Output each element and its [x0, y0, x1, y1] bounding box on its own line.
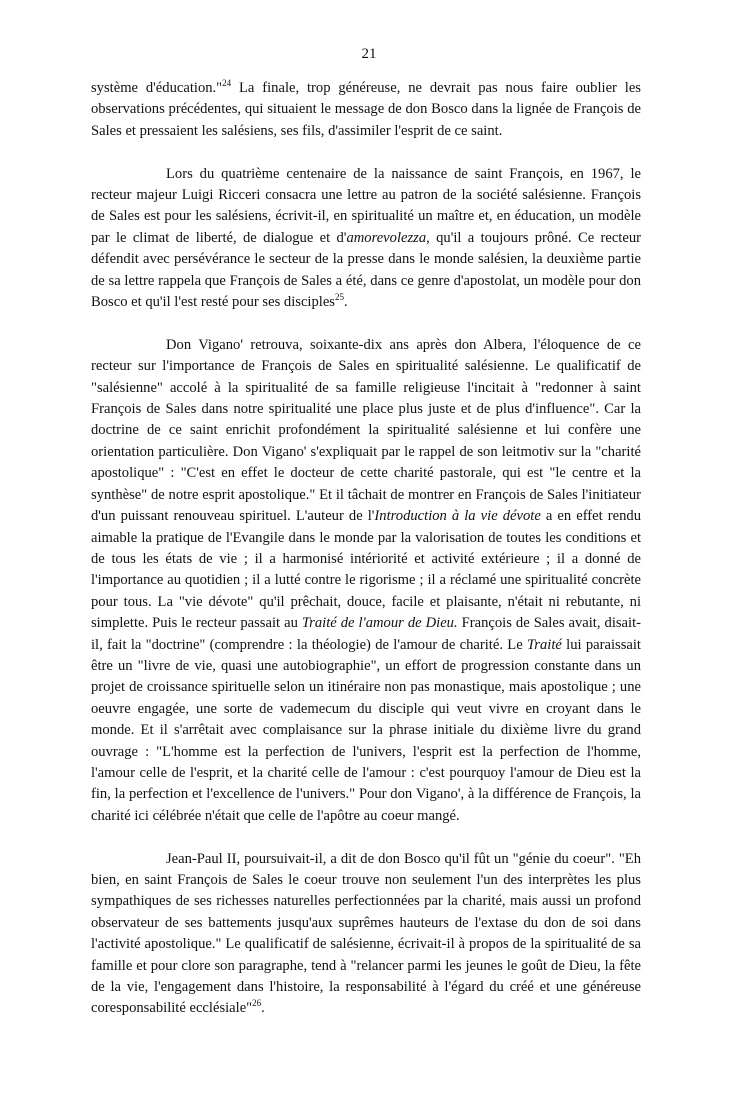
paragraph-3-text-c: François de Sales avait, disait-il, fait la "doctrine" (comprendre : la théologie) de l'amour de charité. Le — [91, 615, 641, 653]
paragraph-2-text-c: . — [344, 294, 348, 311]
footnote-ref-24: 24 — [222, 78, 232, 88]
paragraph-2-text-a: Lors du quatrième centenaire de la naissance de saint François, en 1967, le recteur majeur Luigi Ricceri consacra une lettre au patron de la société salésienne. François de Sales est pour les salésiens, écrivit-il, en spiritualité un maître et, en éducation, un modèle par le climat de liberté, de dialogue et d' — [91, 165, 641, 246]
paragraph-4-text-b: . — [261, 1000, 265, 1017]
italic-title-traite-amour: Traité de l'amour de Dieu. — [301, 615, 458, 632]
paragraph-3-text-b: a en effet rendu aimable la pratique de l'Evangile dans le monde par la valorisation de toutes les conditions et de tous les états de vie ; il a harmonisé intériorité et activité extérieure ; il a donné de l'importance au quotidien ; il a lutté contre le rigorisme ; il a réclamé une spiritualité concrète pour tous. La "vie dévote" qu'il prêchait, douce, facile et plaisante, n'était ni rebutante, ni simplette. Puis le recteur passait au — [91, 508, 641, 632]
paragraph-1-text-b: La finale, trop généreuse, ne devrait pas nous faire oublier les observations précédentes, qui situaient le message de don Bosco dans la lignée de François de Sales et pressaient les salésiens, ses fils, d'assimiler l'esprit de ce saint. — [91, 80, 641, 139]
footnote-ref-26: 26 — [252, 998, 262, 1009]
page-number: 21 — [361, 46, 377, 62]
paragraph-4-text-a: Jean-Paul II, poursuivait-il, a dit de don Bosco qu'il fût un "génie du coeur". "Eh bien, en saint François de Sales le coeur trouve non seulement l'un des interprètes les plus sympathiques de ses richesses naturelles perfectionnées par la charité, mais aussi un profond observateur de ses battements jusqu'aux suprêmes hauteurs de l'extase du don de soi dans l'activité apostolique." Le qualificatif de salésienne, écrivait-il à propos de la spiritualité de sa famille et pour clore son paragraphe, tend à "relancer parmi les jeunes le goût de Dieu, la fête de la vie, l'engagement dans l'histoire, la responsabilité à l'égard du créé et une généreuse coresponsabilité ecclésiale" — [91, 850, 641, 1017]
paragraph-2-text-b: , qu'il a toujours prôné. Ce recteur défendit avec persévérance le secteur de la presse dans le monde salésien, la deuxième partie de sa lettre rappela que François de Sales a été, dans ce genre d'apostolat, un modèle pour don Bosco et qu'il l'est resté pour ses disciples — [91, 229, 641, 311]
paragraph-2 — [91, 164, 641, 314]
body-text — [91, 78, 641, 1041]
italic-term-amorevolezza: amorevolezza — [346, 229, 427, 246]
paragraph-1-text-a: système d'éducation." — [91, 80, 223, 96]
paragraph-3 — [91, 335, 641, 827]
italic-title-traite: Traité — [526, 636, 562, 653]
italic-title-introduction: Introduction à la vie dévote — [374, 508, 541, 525]
paragraph-1 — [91, 78, 641, 142]
paragraph-3-text-a: Don Vigano' retrouva, soixante-dix ans après don Albera, l'éloquence de ce recteur sur l'importance de François de Sales en spiritualité salésienne. Le qualificatif de "salésienne" accolé à la spiritualité de sa famille religieuse l'incitait à "redonner à saint François de Sales dans notre spiritualité une place plus juste et de plus d'influence". Car la doctrine de ce saint enrichit profondément la spiritualité salésienne et lui confère une orientation particulière. Don Vigano' s'expliquait par le rappel de son leitmotiv sur la "charité apostolique" : "C'est en effet le docteur de cette charité pastorale, qui est "le centre et la synthèse" de notre esprit apostolique." Et il tâchait de montrer en François de Sales l'initiateur d'un puissant renouveau spirituel. L'auteur de l' — [91, 336, 641, 525]
footnote-ref-25: 25 — [335, 292, 344, 303]
paragraph-3-text-d: lui paraissait être un "livre de vie, quasi une autobiographie", un effort de progression constante dans un projet de croissance spirituelle selon un itinéraire non pas monastique, mais apostolique ; une oeuvre engagée, une sorte de vademecum du disciple qui veut vivre en croyant dans le monde. Et il s'arrêtait avec complaisance sur la phrase initiale du dixième livre du grand ouvrage : "L'homme est la perfection de l'univers, l'esprit est la perfection de l'homme, l'amour celle de l'esprit, et la charité celle de l'amour : c'est pourquoy l'amour de Dieu est la fin, la perfection et l'excellence de l'univers." Pour don Vigano', à la différence de François, la charité ici célébrée n'était que celle de l'apôtre au coeur mangé. — [91, 636, 641, 824]
paragraph-4 — [91, 849, 641, 1020]
